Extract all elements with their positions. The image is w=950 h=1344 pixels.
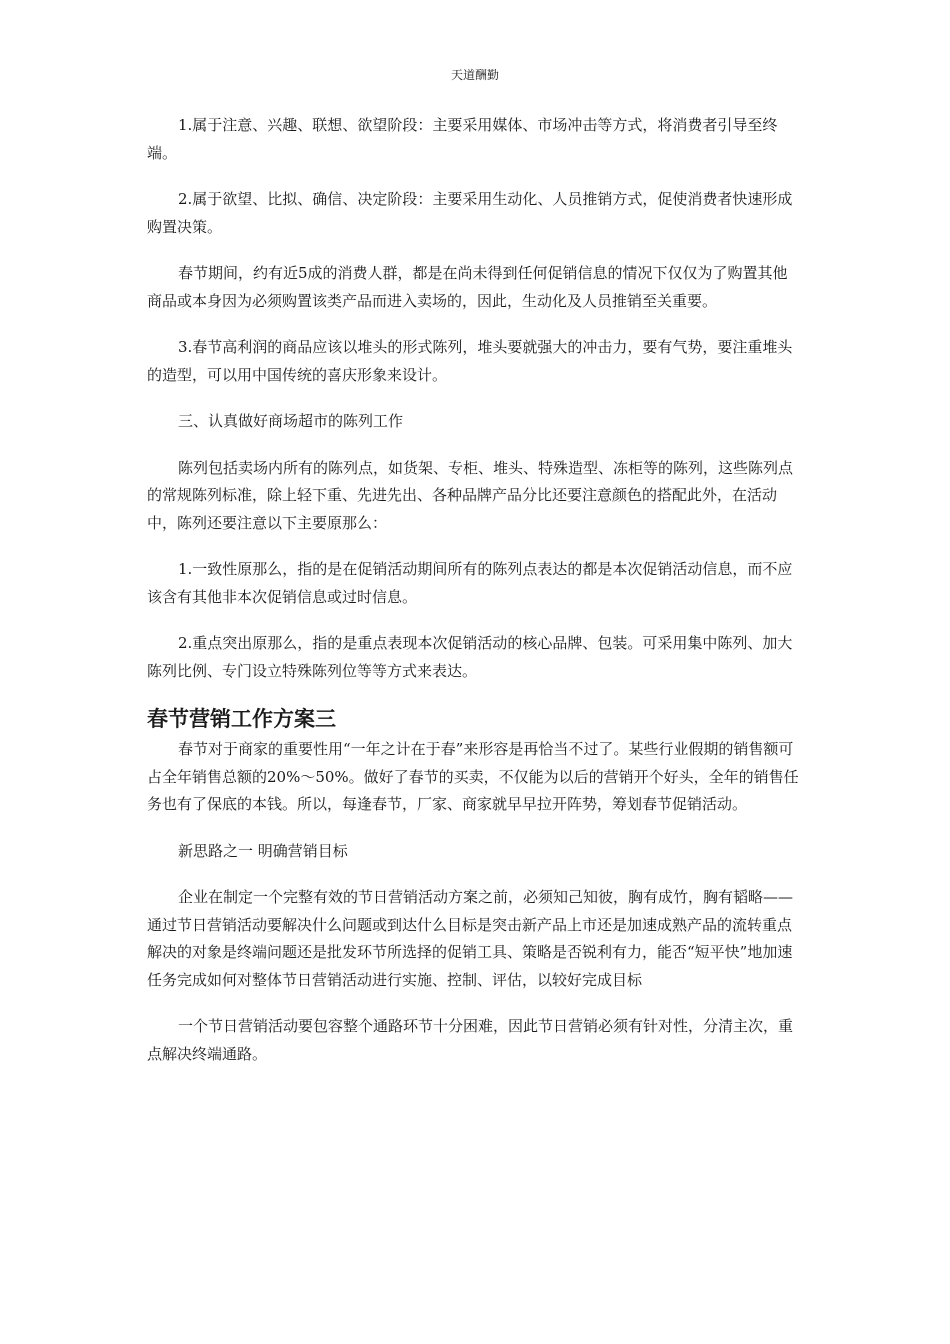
subheading: 新思路之一 明确营销目标	[178, 841, 348, 860]
paragraph: 春节对于商家的重要性用“一年之计在于春”来形容是再恰当不过了。某些行业假期的销售额可占全年销售总额的20%～50%。做好了春节的买卖，不仅能为以后的营销开个好头，全年的销售任务也有了保底的本钱。所以，每逢春节，厂家、商家就早早拉开阵势，筹划春节促销活动。	[147, 740, 799, 813]
paragraph: 1.属于注意、兴趣、联想、欲望阶段：主要采用媒体、市场冲击等方式，将消费者引导至终端。	[147, 116, 778, 162]
subheading: 三、认真做好商场超市的陈列工作	[178, 412, 404, 430]
paragraph: 企业在制定一个完整有效的节日营销活动方案之前，必须知己知彼，胸有成竹，胸有韬略——通过节日营销活动要解决什么问题或到达什么目标是突击新产品上市还是加速成熟产品的流转重点解决的对象是终端问题还是批发环节所选择的促销工具、策略是否锐利有力，能否“短平快”地加速任务完成如何对整体节日营销活动进行实施、控制、评估，以较好完成目标	[147, 888, 794, 989]
page-header: 天道酬勤	[450, 68, 499, 82]
paragraph: 陈列包括卖场内所有的陈列点，如货架、专柜、堆头、特殊造型、冻柜等的陈列，这些陈列点的常规陈列标准，除上轻下重、先进先出、各种品牌产品分比还要注意颜色的搭配此外，在活动中，陈列还要注意以下主要原那么：	[147, 458, 794, 532]
paragraph: 2.重点突出原那么，指的是重点表现本次促销活动的核心品牌、包装。可采用集中陈列、加大陈列比例、专门设立特殊陈列位等等方式来表达。	[147, 634, 793, 680]
paragraph: 春节期间，约有近5成的消费人群，都是在尚未得到任何促销信息的情况下仅仅为了购置其他商品或本身因为必须购置该类产品而进入卖场的，因此，生动化及人员推销至关重要。	[147, 264, 788, 310]
paragraph: 一个节日营销活动要包容整个通路环节十分困难，因此节日营销必须有针对性，分清主次，重点解决终端通路。	[147, 1017, 794, 1063]
paragraph: 2.属于欲望、比拟、确信、决定阶段：主要采用生动化、人员推销方式，促使消费者快速形成购置决策。	[147, 190, 793, 236]
paragraph: 1.一致性原那么，指的是在促销活动期间所有的陈列点表达的都是本次促销活动信息，而不应该含有其他非本次促销信息或过时信息。	[147, 560, 793, 606]
document-body	[147, 112, 802, 1087]
paragraph: 3.春节高利润的商品应该以堆头的形式陈列，堆头要就强大的冲击力，要有气势，要注重堆头的造型，可以用中国传统的喜庆形象来设计。	[147, 338, 793, 384]
section-title: 春节营销工作方案三	[147, 707, 336, 731]
